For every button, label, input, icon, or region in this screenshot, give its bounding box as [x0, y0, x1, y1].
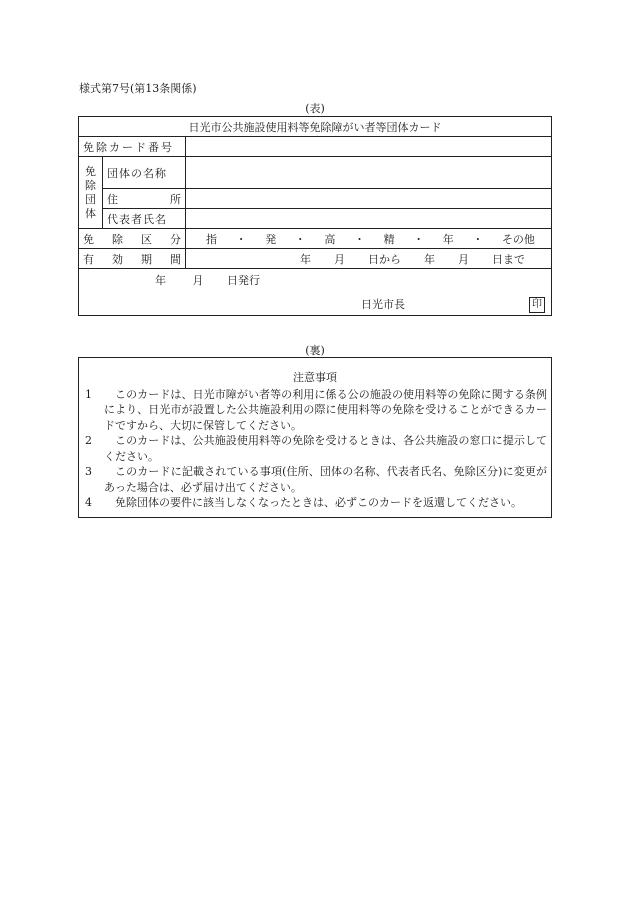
issuer-name: 日光市長: [361, 298, 405, 311]
validity-row: [79, 249, 552, 269]
group-name-field[interactable]: [186, 157, 552, 189]
front-card-table: [78, 116, 552, 316]
note-item: [85, 495, 551, 511]
exempt-group-label: 免 除 団 体: [79, 157, 103, 229]
representative-field[interactable]: [186, 209, 552, 229]
form-number-label: 様式第7号(第13条関係): [79, 82, 197, 95]
note-text: 免除団体の要件に該当しなくなったときは、必ずこのカードを返還してください。: [115, 496, 522, 509]
validity-label: 有 効 期 間: [79, 249, 186, 269]
card-title: 日光市公共施設使用料等免除障がい者等団体カード: [79, 117, 552, 137]
category-label: 免 除 区 分: [79, 229, 186, 249]
seal-stamp: 印: [529, 297, 545, 313]
card-number-label: 免除カード番号: [79, 137, 186, 157]
note-number: 2: [85, 434, 92, 447]
card-title-row: [79, 117, 552, 137]
card-number-row: [79, 137, 552, 157]
note-text: このカードに記載されている事項(住所、団体の名称、代表者氏名、免除区分)に変更があった場合は、必ず届け出てください。: [104, 465, 547, 494]
address-label: 住 所: [103, 189, 186, 209]
issue-row: [79, 269, 552, 316]
note-item: [85, 387, 551, 434]
category-options[interactable]: 指 ・ 発 ・ 高 ・ 精 ・ 年 ・ その他: [186, 229, 552, 249]
note-number: 4: [85, 496, 92, 509]
group-name-row: [79, 157, 552, 189]
group-name-label: 団体の名称: [103, 157, 186, 189]
category-row: [79, 229, 552, 249]
front-side-label: (表): [305, 102, 325, 115]
note-text: このカードは、公共施設使用料等の免除を受けるときは、各公共施設の窓口に提示してください。: [104, 434, 547, 463]
issue-date[interactable]: 年 月 日発行: [155, 274, 260, 287]
note-number: 1: [85, 387, 92, 401]
notes-box: [78, 357, 552, 518]
note-item: [85, 433, 551, 464]
address-field[interactable]: [186, 189, 552, 209]
note-number: 3: [85, 465, 92, 478]
issue-cell: [79, 269, 552, 316]
validity-period-field[interactable]: 年 月 日から 年 月 日まで: [186, 249, 552, 269]
representative-row: [79, 209, 552, 229]
back-side-label: (裏): [305, 344, 325, 357]
notes-title: 注意事項: [293, 371, 337, 384]
note-item: [85, 464, 551, 495]
address-row: [79, 189, 552, 209]
card-number-field[interactable]: [186, 137, 552, 157]
representative-label: 代表者氏名: [103, 209, 186, 229]
note-text: このカードは、日光市障がい者等の利用に係る公の施設の使用料等の免除に関する条例により、日光市が設置した公共施設利用の際に使用料等の免除を受けることができるカードですから、大切に保管してください。: [104, 387, 547, 432]
